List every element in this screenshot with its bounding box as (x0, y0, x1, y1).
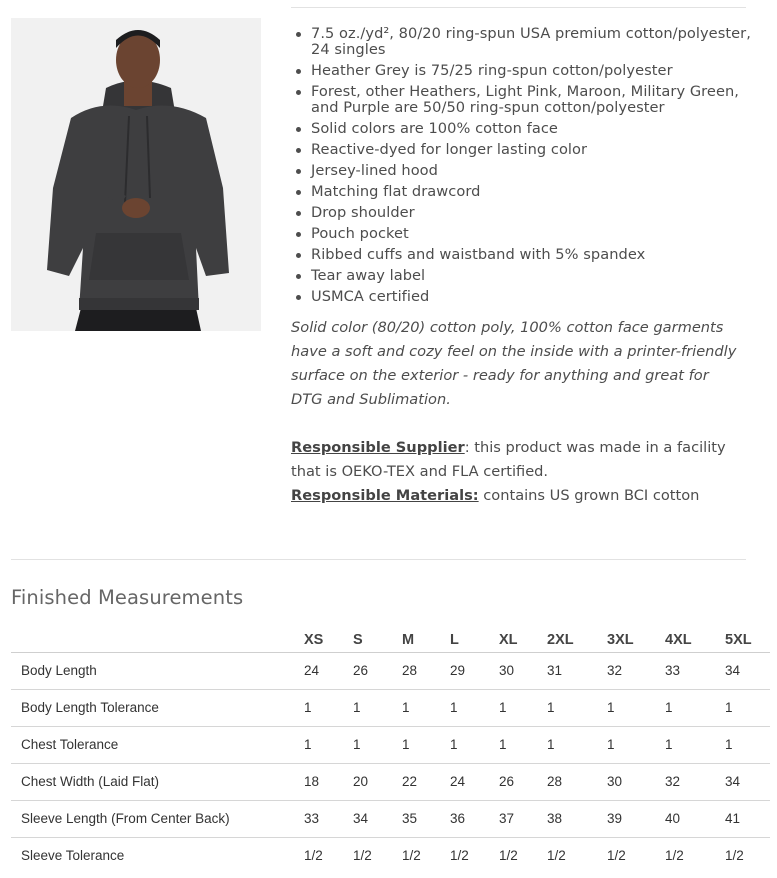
table-cell: 1 (547, 689, 607, 726)
table-cell: 20 (353, 763, 402, 800)
row-label: Chest Tolerance (11, 726, 304, 763)
feature-item: Pouch pocket (291, 226, 751, 242)
table-cell: 26 (499, 763, 547, 800)
table-cell: 1/2 (402, 848, 421, 864)
bullet-icon (296, 232, 301, 237)
table-row (11, 689, 770, 726)
hoodie-model-illustration (11, 18, 261, 331)
product-image[interactable] (11, 18, 261, 331)
table-cell: 33 (665, 652, 725, 689)
feature-item: Tear away label (291, 268, 751, 284)
feature-item: Heather Grey is 75/25 ring-spun cotton/polyester (291, 63, 751, 79)
table-cell: 1 (402, 726, 450, 763)
table-cell: 1 (547, 726, 607, 763)
size-header-row (11, 628, 770, 652)
responsible-supplier-label: Responsible Supplier (291, 439, 465, 456)
responsibility-info (291, 436, 741, 508)
table-cell: 32 (607, 652, 665, 689)
feature-item: Jersey-lined hood (291, 163, 751, 179)
row-label: Body Length Tolerance (11, 689, 304, 726)
row-label: Chest Width (Laid Flat) (11, 763, 304, 800)
table-cell: 41 (725, 800, 770, 837)
size-header: S (353, 628, 402, 652)
size-header: XL (499, 628, 547, 652)
table-cell: 1 (402, 689, 450, 726)
table-cell: 36 (450, 800, 499, 837)
table-cell: 1 (665, 689, 725, 726)
table-cell: 37 (499, 800, 547, 837)
table-cell: 1 (607, 726, 665, 763)
table-cell: 28 (402, 652, 450, 689)
table-cell: 33 (304, 800, 353, 837)
feature-item: Solid colors are 100% cotton face (291, 121, 751, 137)
table-cell: 1/2 (304, 848, 323, 864)
table-cell: 28 (547, 763, 607, 800)
table-cell: 26 (353, 652, 402, 689)
table-cell: 34 (725, 763, 770, 800)
table-row (11, 652, 770, 689)
table-cell: 1 (499, 689, 547, 726)
table-cell: 22 (402, 763, 450, 800)
table-cell: 1 (725, 726, 770, 763)
size-header: 5XL (725, 628, 770, 652)
table-cell: 1/2 (607, 848, 626, 864)
feature-item: 7.5 oz./yd², 80/20 ring-spun USA premium cotton/polyester, 24 singles (291, 26, 751, 58)
feature-item: USMCA certified (291, 289, 751, 305)
table-row (11, 800, 770, 837)
size-header: 4XL (665, 628, 725, 652)
table-row (11, 726, 770, 763)
size-header: 3XL (607, 628, 665, 652)
table-cell: 18 (304, 763, 353, 800)
feature-item: Matching flat drawcord (291, 184, 751, 200)
row-label: Sleeve Tolerance (21, 848, 125, 864)
size-header: M (402, 628, 450, 652)
table-cell: 30 (499, 652, 547, 689)
bullet-icon (296, 274, 301, 279)
bullet-icon (296, 69, 301, 74)
bullet-icon (296, 90, 301, 95)
table-cell: 1 (665, 726, 725, 763)
table-cell: 1/2 (725, 848, 744, 864)
table-cell: 39 (607, 800, 665, 837)
table-cell: 1 (499, 726, 547, 763)
measurements-table (11, 628, 770, 874)
bullet-icon (296, 32, 301, 37)
responsible-materials-text: contains US grown BCI cotton (478, 487, 700, 504)
feature-item: Reactive-dyed for longer lasting color (291, 142, 751, 158)
section-divider (11, 559, 746, 560)
table-cell: 1 (450, 689, 499, 726)
size-header: L (450, 628, 499, 652)
header-blank (11, 628, 304, 652)
table-cell: 1 (353, 689, 402, 726)
table-cell: 34 (353, 800, 402, 837)
table-cell: 1/2 (665, 848, 684, 864)
table-cell: 24 (450, 763, 499, 800)
responsible-supplier-text: : this product was made in a facility that is OEKO-TEX and FLA certified. (291, 439, 726, 480)
table-cell: 34 (725, 652, 770, 689)
bullet-icon (296, 127, 301, 132)
table-cell: 35 (402, 800, 450, 837)
top-divider (291, 7, 746, 8)
feature-list (291, 26, 751, 305)
row-label: Body Length (11, 652, 304, 689)
table-cell: 31 (547, 652, 607, 689)
table-cell: 1 (450, 726, 499, 763)
row-label: Sleeve Length (From Center Back) (11, 800, 304, 837)
table-cell: 30 (607, 763, 665, 800)
table-cell: 1/2 (450, 848, 469, 864)
table-cell: 29 (450, 652, 499, 689)
product-details (291, 26, 751, 508)
product-description: Solid color (80/20) cotton poly, 100% cotton face garments have a soft and cozy feel on the inside with a printer-friendly surface on the exterior - ready for anything and great for DTG and Sublimation. (291, 319, 737, 408)
size-header: 2XL (547, 628, 607, 652)
table-cell: 1 (725, 689, 770, 726)
bullet-icon (296, 190, 301, 195)
table-cell: 1/2 (353, 848, 372, 864)
table-cell: 1 (607, 689, 665, 726)
feature-item: Drop shoulder (291, 205, 751, 221)
table-cell: 38 (547, 800, 607, 837)
bullet-icon (296, 295, 301, 300)
responsible-materials-label: Responsible Materials: (291, 487, 479, 504)
table-cell: 1 (304, 726, 353, 763)
size-header: XS (304, 628, 353, 652)
bullet-icon (296, 211, 301, 216)
bullet-icon (296, 169, 301, 174)
feature-item: Forest, other Heathers, Light Pink, Maroon, Military Green, and Purple are 50/50 ring-spun cotton/polyester (291, 84, 751, 116)
table-cell: 1 (304, 689, 353, 726)
bullet-icon (296, 148, 301, 153)
feature-item: Ribbed cuffs and waistband with 5% spandex (291, 247, 751, 263)
table-row (11, 763, 770, 800)
table-cell: 24 (304, 652, 353, 689)
table-row (11, 837, 770, 874)
measurements-title: Finished Measurements (11, 586, 244, 609)
bullet-icon (296, 253, 301, 258)
table-cell: 1/2 (499, 848, 518, 864)
table-cell: 1 (353, 726, 402, 763)
table-cell: 40 (665, 800, 725, 837)
table-cell: 1/2 (547, 848, 566, 864)
table-cell: 32 (665, 763, 725, 800)
